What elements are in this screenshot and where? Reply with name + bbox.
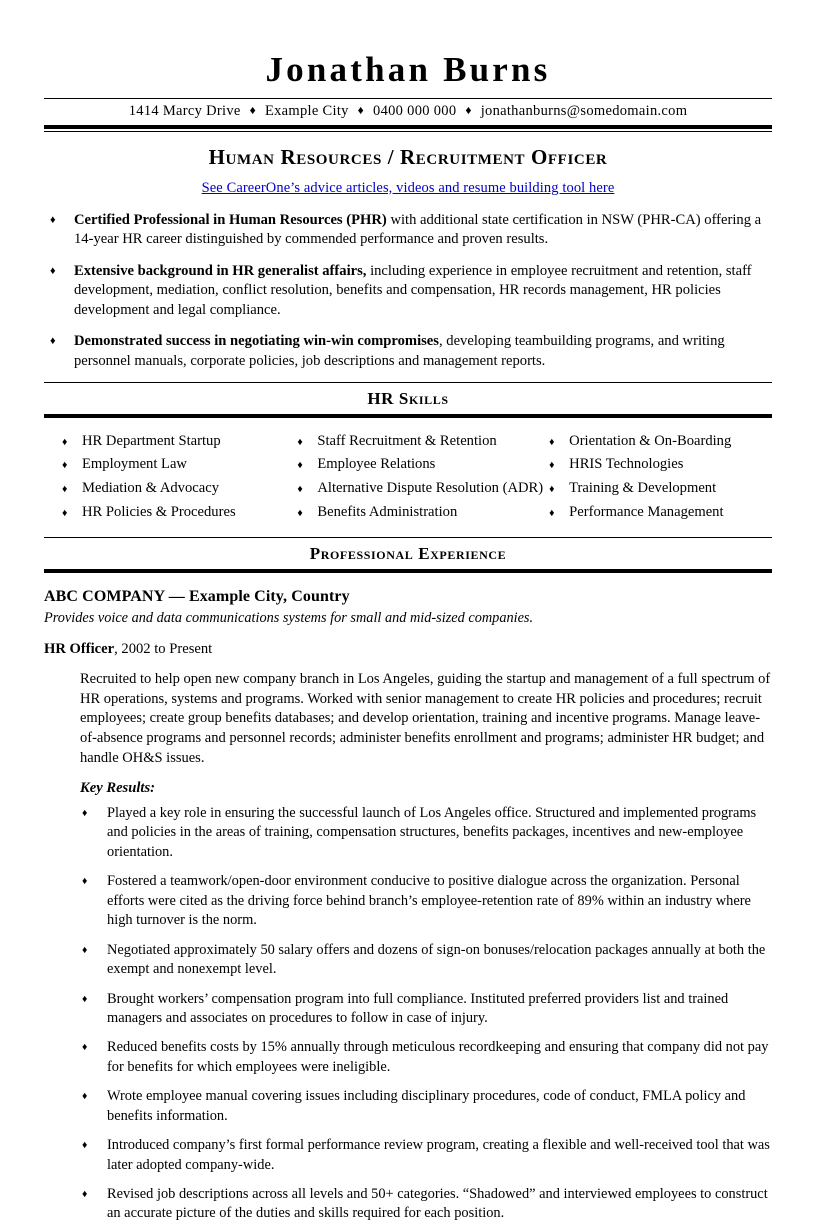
skills-section bbox=[44, 382, 772, 536]
key-result-item bbox=[80, 1038, 772, 1077]
key-result-text: Negotiated approximately 50 salary offers and dozens of sign-on bonuses/relocation packages annually at both the exempt and nonexempt level. bbox=[107, 941, 766, 978]
skill-label: Mediation & Advocacy bbox=[82, 480, 219, 497]
summary-item bbox=[44, 211, 772, 250]
contact-phone: 0400 000 000 bbox=[373, 102, 457, 119]
summary-lead: Certified Professional in Human Resources (PHR) bbox=[74, 211, 387, 228]
skill-item bbox=[549, 479, 772, 498]
diamond-bullet-icon: ♦ bbox=[82, 1042, 88, 1054]
contact-city: Example City bbox=[264, 102, 349, 119]
skill-item bbox=[297, 503, 543, 522]
skill-label: Staff Recruitment & Retention bbox=[317, 432, 497, 449]
role-dates: , 2002 to Present bbox=[114, 640, 213, 657]
summary-lead: Demonstrated success in negotiating win-win compromises bbox=[74, 333, 439, 350]
role-description: Recruited to help open new company branch in Los Angeles, guiding the startup and management of a full spectrum of HR operations, systems and programs. Worked with senior management to create HR policies and procedures; recruit employees; create group benefits databases; and develop orientation, training and incentive programs. Manage leave-of-absence programs and personnel records; administer benefits enrollment and programs; administer HR budget; and handle OH&S issues. bbox=[80, 670, 771, 767]
skill-label: Employee Relations bbox=[317, 456, 436, 473]
summary-rest: with additional state certification in NSW (PHR-CA) offering a 14-year HR career distinguished by commended performance and proven results. bbox=[74, 211, 762, 248]
summary-lead: Extensive background in HR generalist affairs, bbox=[74, 262, 367, 279]
diamond-bullet-icon: ♦ bbox=[82, 876, 88, 888]
page-title: Jonathan Burns bbox=[265, 50, 551, 89]
diamond-bullet-icon: ♦ bbox=[62, 460, 68, 472]
summary-text bbox=[74, 211, 772, 250]
skill-label: HR Policies & Procedures bbox=[82, 504, 236, 521]
diamond-bullet-icon: ♦ bbox=[549, 484, 555, 496]
diamond-bullet-icon: ♦ bbox=[62, 508, 68, 520]
promo-link-row bbox=[44, 170, 772, 203]
role-line bbox=[44, 628, 772, 659]
diamond-bullet-icon: ♦ bbox=[82, 1091, 88, 1103]
skill-item bbox=[62, 432, 289, 451]
diamond-bullet-icon: ♦ bbox=[50, 335, 56, 348]
skill-item bbox=[62, 479, 289, 498]
diamond-bullet-icon: ♦ bbox=[82, 1140, 88, 1152]
summary-item bbox=[44, 332, 772, 371]
key-results-list bbox=[44, 797, 772, 1224]
contact-email: jonathanburns@somedomain.com bbox=[480, 102, 688, 119]
diamond-icon: ♦ bbox=[465, 102, 472, 117]
key-result-item bbox=[80, 1185, 772, 1224]
company-description: Provides voice and data communications systems for small and mid-sized companies. bbox=[44, 610, 534, 627]
diamond-bullet-icon: ♦ bbox=[549, 508, 555, 520]
experience-section bbox=[44, 537, 772, 573]
skills-column-2 bbox=[289, 432, 543, 528]
diamond-bullet-icon: ♦ bbox=[82, 944, 88, 956]
skill-label: HR Department Startup bbox=[82, 432, 221, 449]
skill-item bbox=[297, 455, 543, 474]
key-result-item bbox=[80, 1136, 772, 1175]
skills-section-title: HR Skills bbox=[367, 388, 449, 408]
diamond-bullet-icon: ♦ bbox=[62, 484, 68, 496]
header-spacer bbox=[44, 89, 772, 98]
careerone-promo-link[interactable]: See CareerOne’s advice articles, videos and resume building tool here bbox=[201, 179, 615, 196]
diamond-bullet-icon: ♦ bbox=[297, 460, 303, 472]
key-result-item bbox=[80, 804, 772, 862]
skill-label: Employment Law bbox=[82, 456, 187, 473]
skill-label: Benefits Administration bbox=[317, 504, 458, 521]
skill-item bbox=[62, 503, 289, 522]
name-header bbox=[44, 0, 772, 89]
skill-label: Performance Management bbox=[569, 504, 724, 521]
diamond-bullet-icon: ♦ bbox=[50, 213, 56, 226]
key-result-item bbox=[80, 990, 772, 1029]
summary-text bbox=[74, 332, 772, 371]
diamond-bullet-icon: ♦ bbox=[297, 508, 303, 520]
skill-label: Training & Development bbox=[569, 480, 717, 497]
skill-item bbox=[549, 503, 772, 522]
diamond-bullet-icon: ♦ bbox=[62, 436, 68, 448]
skill-label: Alternative Dispute Resolution (ADR) bbox=[317, 480, 544, 497]
summary-text bbox=[74, 262, 772, 321]
contact-address: 1414 Marcy Drive bbox=[128, 102, 241, 119]
key-result-text: Wrote employee manual covering issues including disciplinary procedures, code of conduct, FMLA policy and benefits information. bbox=[107, 1088, 746, 1124]
diamond-icon: ♦ bbox=[249, 102, 257, 117]
key-result-item bbox=[80, 872, 772, 930]
summary-rest: , developing teambuilding programs, and writing personnel manuals, corporate policies, job descriptions and management reports. bbox=[74, 333, 725, 370]
key-result-text: Reduced benefits costs by 15% annually through meticulous recordkeeping and ensuring that company did not pay for benefits for which employees were ineligible. bbox=[107, 1039, 769, 1075]
diamond-bullet-icon: ♦ bbox=[297, 436, 303, 448]
key-result-text: Revised job descriptions across all levels and 50+ categories. “Shadowed” and interviewed employees to construct an accurate picture of the duties and skills required for each position. bbox=[107, 1186, 768, 1222]
key-result-item bbox=[80, 1087, 772, 1126]
key-result-text: Introduced company’s first formal performance review program, creating a flexible and well-received tool that was later adopted company-wide. bbox=[107, 1137, 770, 1173]
diamond-bullet-icon: ♦ bbox=[82, 993, 88, 1005]
skill-item bbox=[297, 432, 543, 451]
key-result-item bbox=[80, 941, 772, 980]
diamond-bullet-icon: ♦ bbox=[82, 808, 88, 820]
key-result-text: Fostered a teamwork/open-door environment conducive to positive dialogue across the organization. Personal efforts were cited as the driving force behind branch’s employee-retention rate of 89% within an industry where high turnover is the norm. bbox=[107, 873, 751, 929]
diamond-bullet-icon: ♦ bbox=[50, 264, 56, 277]
diamond-bullet-icon: ♦ bbox=[549, 460, 555, 472]
skills-grid bbox=[44, 418, 772, 536]
summary-rest: including experience in employee recruitment and retention, staff development, mediation, conflict resolution, benefits and compensation, HR records management, HR policies development and legal compliance. bbox=[74, 262, 752, 318]
skills-column-1 bbox=[44, 432, 289, 528]
job-headline: Human Resources / Recruitment Officer bbox=[208, 144, 608, 169]
skill-item bbox=[549, 432, 772, 451]
skill-label: HRIS Technologies bbox=[569, 456, 684, 473]
diamond-bullet-icon: ♦ bbox=[297, 484, 303, 496]
role-title: HR Officer bbox=[44, 640, 115, 657]
diamond-bullet-icon: ♦ bbox=[549, 436, 555, 448]
experience-entry bbox=[44, 573, 772, 1224]
diamond-icon: ♦ bbox=[357, 102, 365, 117]
summary-list bbox=[44, 203, 772, 372]
skill-item bbox=[549, 455, 772, 474]
key-result-text: Played a key role in ensuring the successful launch of Los Angeles office. Structured and implemented programs and policies in the areas of training, compensation structures, benefits packages, incentives and new-employee orientation. bbox=[107, 805, 757, 860]
company-name: ABC COMPANY — Example City, Country bbox=[44, 588, 350, 606]
header-rule-bottom bbox=[44, 125, 772, 132]
contact-line bbox=[44, 99, 772, 125]
skill-item bbox=[297, 479, 543, 498]
skills-column-3 bbox=[543, 432, 772, 528]
skill-item bbox=[62, 455, 289, 474]
diamond-bullet-icon: ♦ bbox=[82, 1189, 88, 1201]
skill-label: Orientation & On-Boarding bbox=[569, 432, 732, 449]
experience-section-title: Professional Experience bbox=[309, 544, 507, 564]
key-result-text: Brought workers’ compensation program into full compliance. Instituted preferred providers list and trained managers and associates on procedures to follow in case of injury. bbox=[107, 990, 729, 1026]
summary-item bbox=[44, 262, 772, 321]
key-results-label: Key Results: bbox=[80, 780, 155, 797]
